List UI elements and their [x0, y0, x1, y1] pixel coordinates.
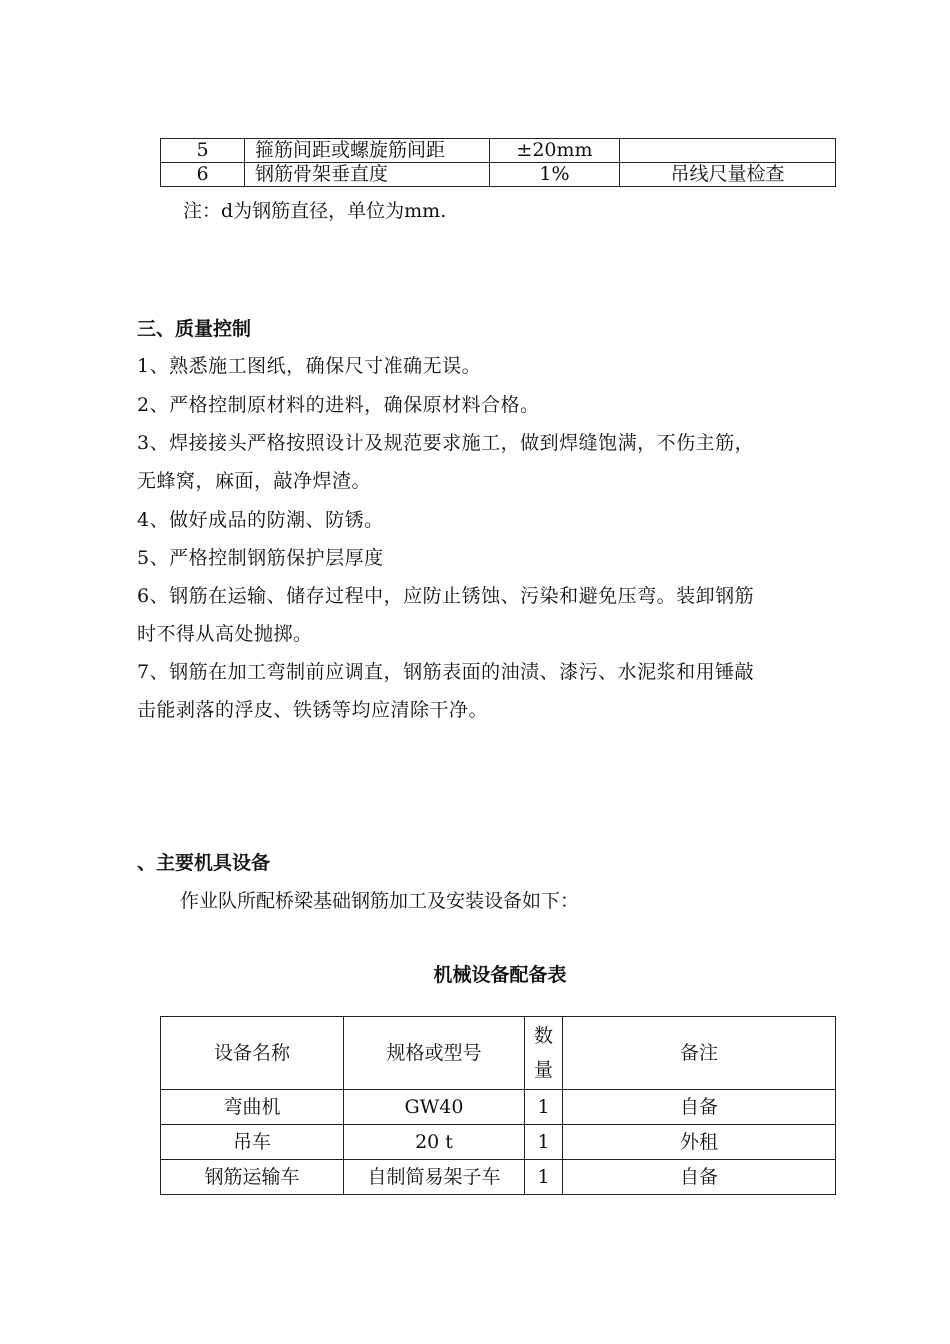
- equipment-remark: 自备: [563, 1090, 836, 1125]
- list-item: 6、钢筋在运输、储存过程中，应防止锈蚀、污染和避免压弯。装卸钢筋: [137, 585, 755, 607]
- equipment-qty: 1: [525, 1090, 563, 1125]
- table-row: [161, 139, 836, 163]
- equipment-intro: 作业队所配桥梁基础钢筋加工及安装设备如下：: [180, 890, 580, 912]
- equipment-spec: 自制简易架子车: [344, 1160, 525, 1195]
- table-row: [161, 1090, 836, 1125]
- equipment-name: 吊车: [161, 1125, 344, 1160]
- section-heading-quality: 三、质量控制: [137, 318, 252, 340]
- equipment-table: [160, 1016, 836, 1195]
- table-row: [161, 1160, 836, 1195]
- table-row: [161, 1125, 836, 1160]
- equipment-name: 弯曲机: [161, 1090, 344, 1125]
- section-heading-equipment: 、主要机具设备: [137, 852, 271, 874]
- equipment-spec: GW40: [344, 1090, 525, 1125]
- equipment-remark: 自备: [563, 1160, 836, 1195]
- header-name: 设备名称: [161, 1017, 344, 1090]
- check-method: [620, 139, 836, 163]
- header-spec: 规格或型号: [344, 1017, 525, 1090]
- equipment-spec: 20 t: [344, 1125, 525, 1160]
- equipment-qty: 1: [525, 1125, 563, 1160]
- tolerance-value: 1%: [490, 163, 620, 187]
- tolerance-table: [160, 138, 836, 187]
- equipment-remark: 外租: [563, 1125, 836, 1160]
- header-qty: [525, 1017, 563, 1090]
- list-item: 无蜂窝，麻面，敲净焊渣。: [137, 470, 372, 492]
- check-item: 钢筋骨架垂直度: [245, 163, 490, 187]
- table-header-row: [161, 1017, 836, 1090]
- list-item: 时不得从高处抛掷。: [137, 623, 313, 645]
- header-qty-top: 数: [533, 1024, 553, 1047]
- list-item: 击能剥落的浮皮、铁锈等均应清除干净。: [137, 699, 489, 721]
- header-qty-bottom: 量: [533, 1059, 553, 1081]
- equipment-qty: 1: [525, 1160, 563, 1195]
- row-number: 6: [161, 163, 245, 187]
- list-item: 3、焊接接头严格按照设计及规范要求施工，做到焊缝饱满，不伤主筋，: [137, 432, 755, 454]
- check-item: 箍筋间距或螺旋筋间距: [245, 139, 490, 163]
- table-note: 注：d为钢筋直径，单位为mm.: [183, 200, 447, 222]
- tolerance-value: ±20mm: [490, 139, 620, 163]
- check-method: 吊线尺量检查: [620, 163, 836, 187]
- list-item: 1、熟悉施工图纸，确保尺寸准确无误。: [137, 355, 482, 377]
- equipment-name: 钢筋运输车: [161, 1160, 344, 1195]
- row-number: 5: [161, 139, 245, 163]
- list-item: 2、严格控制原材料的进料，确保原材料合格。: [137, 394, 540, 416]
- list-item: 5、严格控制钢筋保护层厚度: [137, 547, 384, 569]
- table-title: 机械设备配备表: [433, 964, 567, 986]
- list-item: 4、做好成品的防潮、防锈。: [137, 509, 384, 531]
- list-item: 7、钢筋在加工弯制前应调直，钢筋表面的油渍、漆污、水泥浆和用锤敲: [137, 661, 755, 683]
- table-row: [161, 163, 836, 187]
- header-remark: 备注: [563, 1017, 836, 1090]
